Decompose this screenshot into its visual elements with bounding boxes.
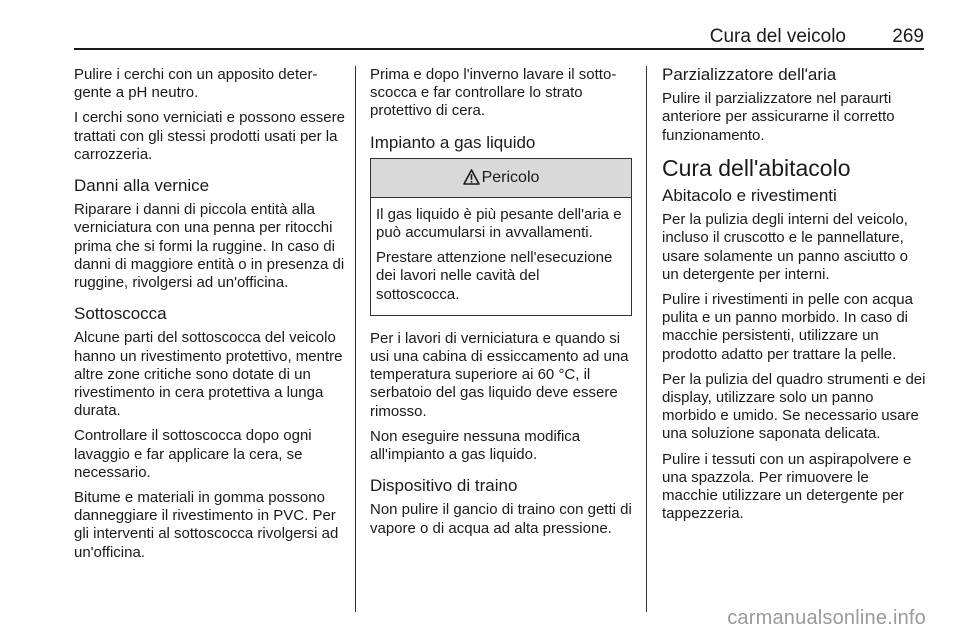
paragraph: Controllare il sottoscocca dopo ogni lavaggio e far applicare la cera, se necessario. bbox=[74, 427, 312, 481]
page-number: 269 bbox=[892, 26, 924, 47]
paragraph: Pulire i rivestimenti in pelle con acqua pulita e un panno morbido. In caso di macchie persistenti, utilizzare un prodotto adatto per trattare la pelle. bbox=[662, 291, 913, 363]
warning-body bbox=[371, 198, 631, 315]
chapter-title: Cura del veicolo bbox=[709, 26, 846, 47]
warning-text: Il gas liquido è più pesante dell'aria e può accumularsi in avvallamenti. bbox=[376, 205, 622, 242]
section-heading-traino: Dispositivo di traino bbox=[370, 476, 518, 496]
column-2 bbox=[370, 66, 632, 545]
paragraph: Per la pulizia del quadro strumenti e dei display, utilizzare solo un panno morbido e umido. Se necessario usare una soluzione saponata delicata. bbox=[662, 370, 926, 443]
paragraph: Riparare i danni di piccola entità alla verniciatura con una penna per ritocchi prima che si formi la ruggine. In caso di danni di maggiore entità o in presenza di ruggine, rivolgersi ad un'officina. bbox=[74, 201, 345, 292]
paragraph: Pulire i tessuti con un aspirapolvere e una spazzola. Per rimuovere le macchie utilizzare un detergente per tappezzeria. bbox=[662, 450, 912, 523]
paragraph: Alcune parti del sottoscocca del veicolo hanno un rivestimento protettivo, mentre altre zone critiche sono dotate di un rivestimento in cera protettiva a lunga durata. bbox=[74, 329, 343, 420]
column-3 bbox=[662, 66, 926, 530]
section-heading-danni: Danni alla vernice bbox=[74, 176, 210, 196]
paragraph: Per i lavori di verniciatura e quando si usi una cabina di essiccamento ad una temperatura superiore ai 60 °C, il serbatoio del gas liquido deve essere rimosso. bbox=[370, 329, 629, 420]
warning-box bbox=[370, 158, 632, 316]
section-heading-parzializzatore: Parzializzatore dell'aria bbox=[662, 65, 837, 84]
column-divider bbox=[355, 66, 356, 612]
paragraph: Prima e dopo l'inverno lavare il sottoscocca e far controllare lo strato protettivo di cera. bbox=[370, 66, 617, 120]
column-divider bbox=[646, 66, 647, 612]
section-heading-gas: Impianto a gas liquido bbox=[370, 132, 536, 152]
page-header bbox=[74, 26, 924, 50]
paragraph: Pulire il parzializzatore nel paraurti anteriore per assicurarne il corretto funzionamento. bbox=[662, 90, 895, 144]
section-heading-rivestimenti: Abitacolo e rivestimenti bbox=[662, 186, 837, 206]
column-1 bbox=[74, 66, 346, 569]
paragraph: Per la pulizia degli interni del veicolo, incluso il cruscotto e le pannellature, usare solamente un panno asciutto o un detergente per interni. bbox=[662, 211, 908, 283]
warning-triangle-icon bbox=[463, 169, 480, 185]
watermark: carmanualsonline.info bbox=[727, 607, 926, 629]
paragraph: Pulire i cerchi con un apposito detergente a pH neutro. bbox=[74, 66, 318, 102]
section-heading-sottoscocca: Sottoscocca bbox=[74, 304, 167, 324]
paragraph: Non eseguire nessuna modifica all'impianto a gas liquido. bbox=[370, 427, 581, 464]
paragraph: I cerchi sono verniciati e possono essere trattati con gli stessi prodotti usati per la carrozzeria. bbox=[74, 109, 345, 163]
paragraph: Non pulire il gancio di traino con getti di vapore o di acqua ad alta pressione. bbox=[370, 501, 632, 537]
paragraph: Bitume e materiali in gomma possono danneggiare il rivestimento in PVC. Per gli interventi al sottoscocca rivolgersi ad un'officina. bbox=[74, 489, 339, 561]
warning-text: Prestare attenzione nell'esecuzione dei lavori nelle cavità del sottoscocca. bbox=[376, 249, 613, 303]
warning-title: Pericolo bbox=[481, 168, 540, 186]
warning-header bbox=[371, 159, 631, 198]
chapter-heading-abitacolo: Cura dell'abitacolo bbox=[662, 154, 851, 181]
